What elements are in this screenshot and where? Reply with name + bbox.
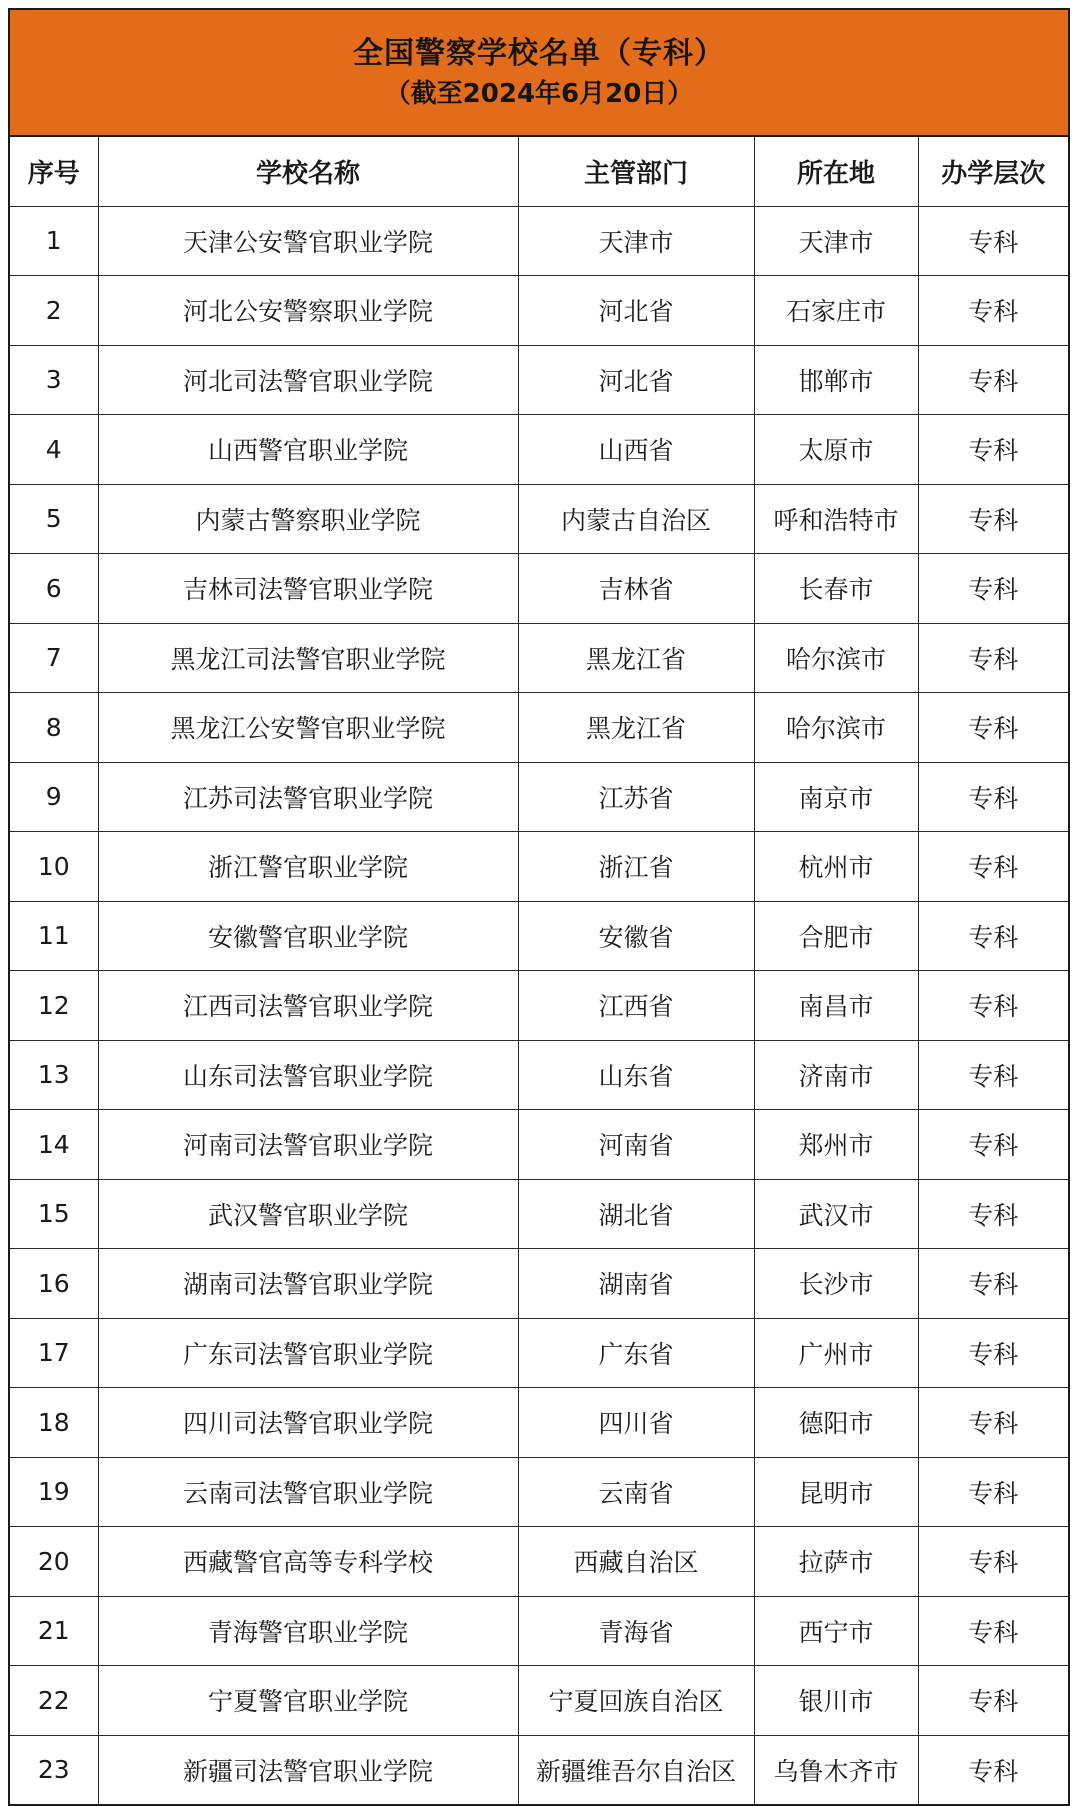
- cell-level: 专科: [918, 276, 1068, 346]
- table-row: [10, 762, 1068, 832]
- table-row: [10, 1040, 1068, 1110]
- cell-location: 济南市: [754, 1040, 918, 1110]
- school-list-sheet: [8, 8, 1070, 1806]
- cell-school-name: 河北公安警察职业学院: [98, 276, 518, 346]
- cell-level: 专科: [918, 484, 1068, 554]
- cell-location: 德阳市: [754, 1388, 918, 1458]
- cell-school-name: 河北司法警官职业学院: [98, 345, 518, 415]
- cell-level: 专科: [918, 1249, 1068, 1319]
- cell-level: 专科: [918, 1040, 1068, 1110]
- cell-level: 专科: [918, 901, 1068, 971]
- cell-level: 专科: [918, 206, 1068, 276]
- cell-department: 河南省: [518, 1110, 754, 1180]
- cell-school-name: 黑龙江公安警官职业学院: [98, 693, 518, 763]
- table-row: [10, 1179, 1068, 1249]
- cell-number: 11: [10, 901, 98, 971]
- cell-school-name: 湖南司法警官职业学院: [98, 1249, 518, 1319]
- cell-school-name: 云南司法警官职业学院: [98, 1457, 518, 1527]
- cell-number: 9: [10, 762, 98, 832]
- table-row: [10, 1388, 1068, 1458]
- cell-school-name: 江苏司法警官职业学院: [98, 762, 518, 832]
- cell-department: 安徽省: [518, 901, 754, 971]
- cell-level: 专科: [918, 762, 1068, 832]
- cell-department: 浙江省: [518, 832, 754, 902]
- cell-level: 专科: [918, 1179, 1068, 1249]
- cell-level: 专科: [918, 345, 1068, 415]
- cell-location: 邯郸市: [754, 345, 918, 415]
- table-row: [10, 832, 1068, 902]
- cell-number: 6: [10, 554, 98, 624]
- cell-level: 专科: [918, 1527, 1068, 1597]
- cell-department: 湖南省: [518, 1249, 754, 1319]
- table-row: [10, 554, 1068, 624]
- page-title: 全国警察学校名单（专科）: [353, 35, 725, 71]
- cell-number: 3: [10, 345, 98, 415]
- cell-level: 专科: [918, 1596, 1068, 1666]
- cell-department: 河北省: [518, 276, 754, 346]
- cell-school-name: 山西警官职业学院: [98, 415, 518, 485]
- cell-department: 黑龙江省: [518, 623, 754, 693]
- table-row: [10, 415, 1068, 485]
- table-row: [10, 1596, 1068, 1666]
- cell-location: 南京市: [754, 762, 918, 832]
- cell-location: 杭州市: [754, 832, 918, 902]
- cell-school-name: 内蒙古警察职业学院: [98, 484, 518, 554]
- cell-number: 17: [10, 1318, 98, 1388]
- table-row: [10, 901, 1068, 971]
- cell-number: 14: [10, 1110, 98, 1180]
- cell-level: 专科: [918, 1318, 1068, 1388]
- cell-department: 江苏省: [518, 762, 754, 832]
- school-table: [10, 137, 1068, 1804]
- cell-level: 专科: [918, 554, 1068, 624]
- cell-school-name: 四川司法警官职业学院: [98, 1388, 518, 1458]
- cell-level: 专科: [918, 623, 1068, 693]
- table-row: [10, 1110, 1068, 1180]
- cell-department: 广东省: [518, 1318, 754, 1388]
- cell-location: 长沙市: [754, 1249, 918, 1319]
- cell-department: 山西省: [518, 415, 754, 485]
- cell-location: 广州市: [754, 1318, 918, 1388]
- cell-school-name: 新疆司法警官职业学院: [98, 1735, 518, 1804]
- cell-department: 云南省: [518, 1457, 754, 1527]
- cell-school-name: 天津公安警官职业学院: [98, 206, 518, 276]
- cell-number: 4: [10, 415, 98, 485]
- cell-school-name: 山东司法警官职业学院: [98, 1040, 518, 1110]
- cell-location: 西宁市: [754, 1596, 918, 1666]
- cell-number: 5: [10, 484, 98, 554]
- cell-location: 呼和浩特市: [754, 484, 918, 554]
- cell-department: 山东省: [518, 1040, 754, 1110]
- column-header-level: 办学层次: [918, 137, 1068, 206]
- table-row: [10, 971, 1068, 1041]
- cell-level: 专科: [918, 1666, 1068, 1736]
- cell-department: 内蒙古自治区: [518, 484, 754, 554]
- cell-location: 太原市: [754, 415, 918, 485]
- cell-department: 河北省: [518, 345, 754, 415]
- cell-school-name: 江西司法警官职业学院: [98, 971, 518, 1041]
- table-row: [10, 206, 1068, 276]
- cell-location: 乌鲁木齐市: [754, 1735, 918, 1804]
- cell-number: 23: [10, 1735, 98, 1804]
- cell-number: 22: [10, 1666, 98, 1736]
- cell-number: 7: [10, 623, 98, 693]
- cell-level: 专科: [918, 971, 1068, 1041]
- column-header-department: 主管部门: [518, 137, 754, 206]
- table-row: [10, 1666, 1068, 1736]
- cell-school-name: 西藏警官高等专科学校: [98, 1527, 518, 1597]
- cell-level: 专科: [918, 1457, 1068, 1527]
- table-row: [10, 484, 1068, 554]
- cell-school-name: 浙江警官职业学院: [98, 832, 518, 902]
- column-header-school-name: 学校名称: [98, 137, 518, 206]
- cell-level: 专科: [918, 832, 1068, 902]
- cell-school-name: 青海警官职业学院: [98, 1596, 518, 1666]
- cell-department: 天津市: [518, 206, 754, 276]
- cell-location: 哈尔滨市: [754, 693, 918, 763]
- cell-number: 16: [10, 1249, 98, 1319]
- cell-location: 银川市: [754, 1666, 918, 1736]
- table-body: [10, 206, 1068, 1804]
- table-row: [10, 276, 1068, 346]
- cell-department: 宁夏回族自治区: [518, 1666, 754, 1736]
- cell-school-name: 黑龙江司法警官职业学院: [98, 623, 518, 693]
- cell-school-name: 广东司法警官职业学院: [98, 1318, 518, 1388]
- cell-school-name: 武汉警官职业学院: [98, 1179, 518, 1249]
- table-row: [10, 1457, 1068, 1527]
- cell-school-name: 吉林司法警官职业学院: [98, 554, 518, 624]
- cell-location: 昆明市: [754, 1457, 918, 1527]
- cell-number: 21: [10, 1596, 98, 1666]
- cell-level: 专科: [918, 415, 1068, 485]
- table-row: [10, 1527, 1068, 1597]
- cell-location: 武汉市: [754, 1179, 918, 1249]
- cell-department: 黑龙江省: [518, 693, 754, 763]
- column-header-number: 序号: [10, 137, 98, 206]
- table-row: [10, 1735, 1068, 1804]
- column-header-location: 所在地: [754, 137, 918, 206]
- cell-number: 2: [10, 276, 98, 346]
- cell-number: 13: [10, 1040, 98, 1110]
- table-header-row: [10, 137, 1068, 206]
- table-row: [10, 623, 1068, 693]
- cell-number: 12: [10, 971, 98, 1041]
- cell-department: 江西省: [518, 971, 754, 1041]
- table-row: [10, 1249, 1068, 1319]
- cell-number: 10: [10, 832, 98, 902]
- cell-location: 郑州市: [754, 1110, 918, 1180]
- table-row: [10, 1318, 1068, 1388]
- cell-location: 天津市: [754, 206, 918, 276]
- cell-location: 合肥市: [754, 901, 918, 971]
- cell-level: 专科: [918, 1735, 1068, 1804]
- cell-school-name: 河南司法警官职业学院: [98, 1110, 518, 1180]
- cell-number: 8: [10, 693, 98, 763]
- title-banner: [10, 10, 1068, 137]
- cell-level: 专科: [918, 693, 1068, 763]
- cell-number: 20: [10, 1527, 98, 1597]
- cell-number: 1: [10, 206, 98, 276]
- cell-level: 专科: [918, 1110, 1068, 1180]
- cell-location: 拉萨市: [754, 1527, 918, 1597]
- cell-number: 15: [10, 1179, 98, 1249]
- cell-department: 新疆维吾尔自治区: [518, 1735, 754, 1804]
- page-subtitle: （截至2024年6月20日）: [384, 78, 694, 109]
- cell-department: 湖北省: [518, 1179, 754, 1249]
- cell-school-name: 宁夏警官职业学院: [98, 1666, 518, 1736]
- cell-school-name: 安徽警官职业学院: [98, 901, 518, 971]
- cell-department: 青海省: [518, 1596, 754, 1666]
- cell-number: 19: [10, 1457, 98, 1527]
- cell-level: 专科: [918, 1388, 1068, 1458]
- cell-location: 南昌市: [754, 971, 918, 1041]
- cell-location: 哈尔滨市: [754, 623, 918, 693]
- table-row: [10, 693, 1068, 763]
- cell-location: 长春市: [754, 554, 918, 624]
- table-row: [10, 345, 1068, 415]
- cell-department: 西藏自治区: [518, 1527, 754, 1597]
- cell-location: 石家庄市: [754, 276, 918, 346]
- cell-department: 吉林省: [518, 554, 754, 624]
- cell-department: 四川省: [518, 1388, 754, 1458]
- cell-number: 18: [10, 1388, 98, 1458]
